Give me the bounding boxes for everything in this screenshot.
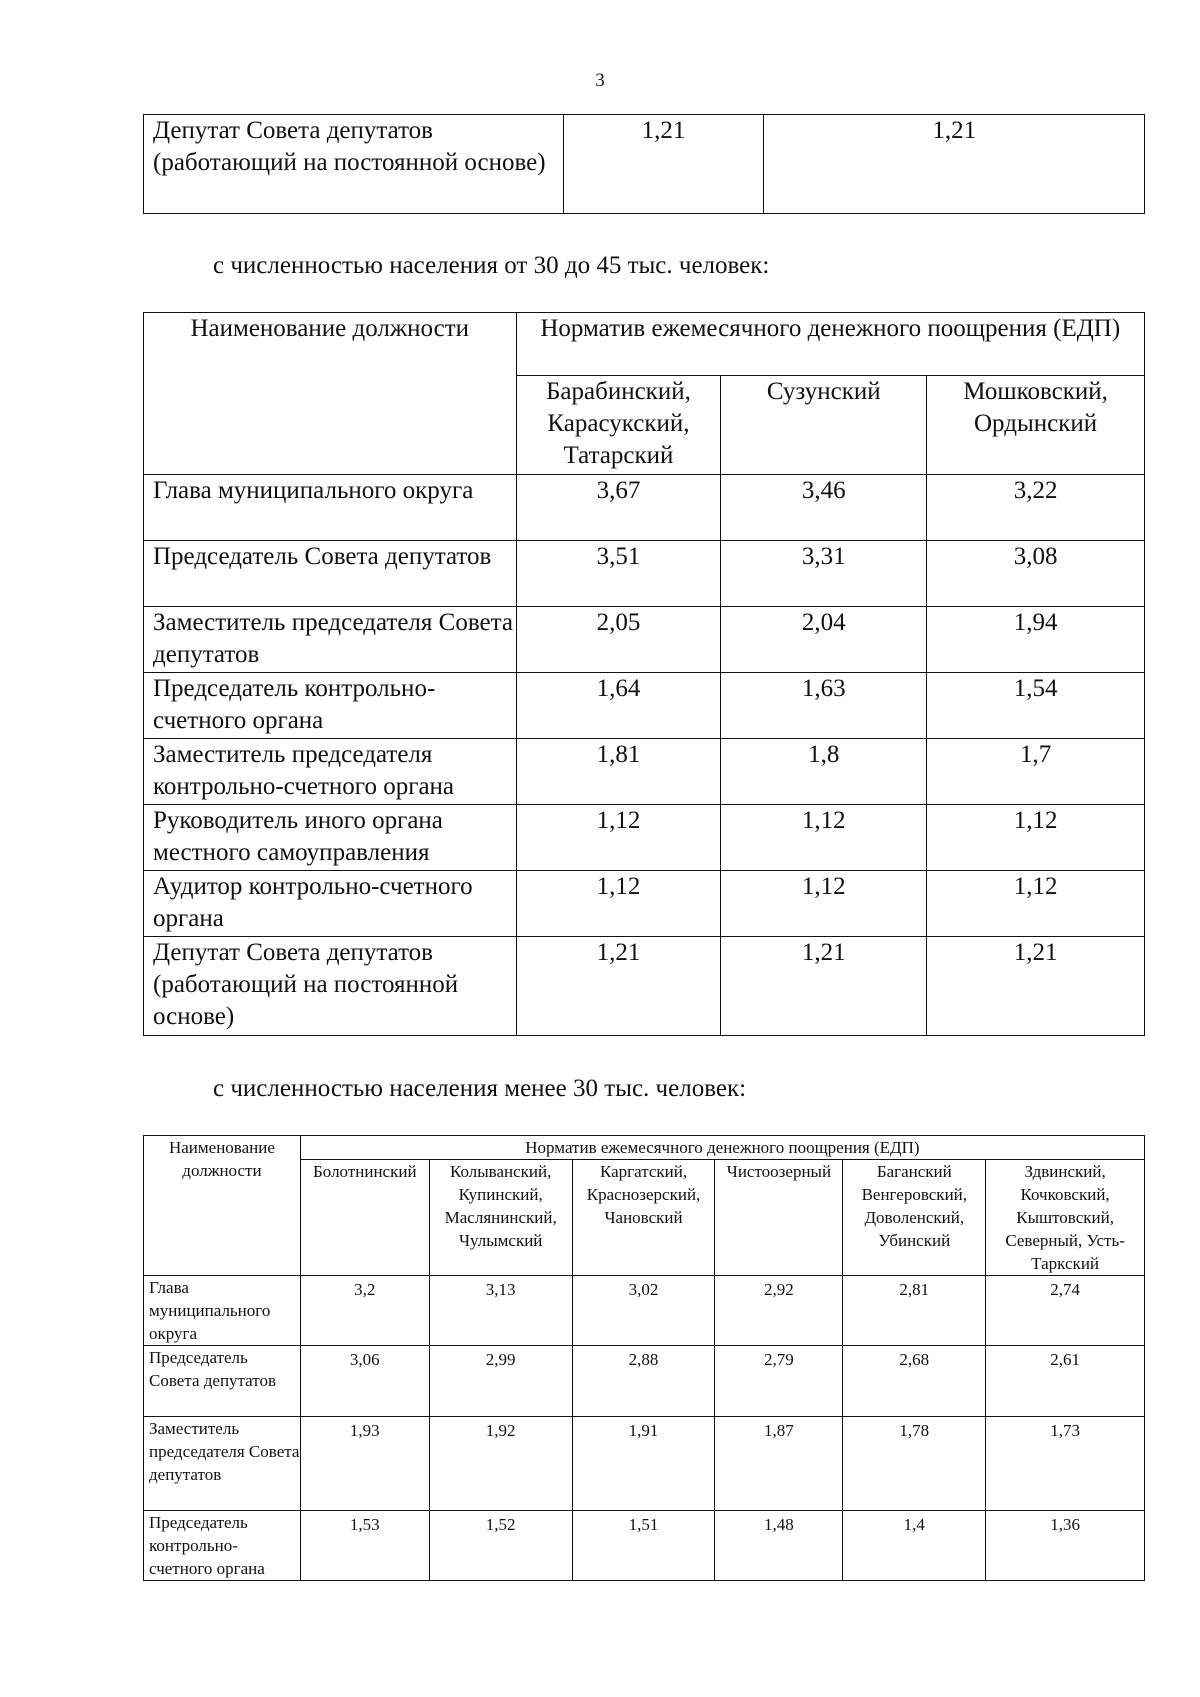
value-cell: 1,12 <box>516 871 721 937</box>
position-name: Председатель контрольно-счетного органа <box>144 673 517 739</box>
position-name: Заместитель председателя Совета депутатов <box>144 607 517 673</box>
position-name: Руководитель иного органа местного самоуправления <box>144 805 517 871</box>
value-cell: 1,48 <box>715 1511 843 1581</box>
column-header: Чистоозерный <box>715 1160 843 1276</box>
value-cell: 1,21 <box>927 937 1145 1036</box>
table-row <box>144 1346 1145 1417</box>
position-name: Депутат Совета депутатов (работающий на постоянной основе) <box>144 937 517 1036</box>
header-position-name: Наименование должности <box>144 313 517 475</box>
value-cell: 1,63 <box>721 673 927 739</box>
value-cell: 3,13 <box>429 1276 572 1346</box>
position-name: Глава муниципального округа <box>144 475 517 541</box>
value-cell: 1,73 <box>986 1417 1145 1511</box>
value-cell: 1,4 <box>843 1511 986 1581</box>
section1-table <box>143 312 1145 1036</box>
column-header: Мошковский, Ордынский <box>927 376 1145 475</box>
column-header: Колыванский, Купинский, Маслянинский, Чулымский <box>429 1160 572 1276</box>
table-row <box>144 1276 1145 1346</box>
position-name: Депутат Совета депутатов (работающий на постоянной основе) <box>144 115 564 214</box>
value-cell: 1,92 <box>429 1417 572 1511</box>
column-header: Болотнинский <box>300 1160 429 1276</box>
header-norm: Норматив ежемесячного денежного поощрения (ЕДП) <box>300 1136 1144 1160</box>
value-cell: 1,91 <box>572 1417 715 1511</box>
position-name: Председатель Совета депутатов <box>144 541 517 607</box>
value-cell: 1,53 <box>300 1511 429 1581</box>
header-row <box>144 1136 1145 1160</box>
value-cell: 3,08 <box>927 541 1145 607</box>
table-row <box>144 937 1145 1036</box>
column-header: Каргатский, Краснозерский, Чановский <box>572 1160 715 1276</box>
value-cell: 1,51 <box>572 1511 715 1581</box>
position-name: Заместитель председателя Совета депутатов <box>144 1417 301 1511</box>
value-cell: 2,79 <box>715 1346 843 1417</box>
column-header: Барабинский, Карасукский, Татарский <box>516 376 721 475</box>
value-cell: 3,02 <box>572 1276 715 1346</box>
value-cell: 2,74 <box>986 1276 1145 1346</box>
value-cell: 1,54 <box>927 673 1145 739</box>
table-row <box>144 1417 1145 1511</box>
section2-table <box>143 1135 1145 1581</box>
value-cell: 2,92 <box>715 1276 843 1346</box>
value-cell: 1,12 <box>721 805 927 871</box>
value-cell: 2,99 <box>429 1346 572 1417</box>
value-cell: 1,52 <box>429 1511 572 1581</box>
value-cell: 1,21 <box>516 937 721 1036</box>
table-row <box>144 115 1145 214</box>
value-cell: 3,46 <box>721 475 927 541</box>
position-name: Председатель контрольно-счетного органа <box>144 1511 301 1581</box>
value-cell: 1,12 <box>721 871 927 937</box>
value-cell: 1,78 <box>843 1417 986 1511</box>
value-cell: 3,51 <box>516 541 721 607</box>
position-name: Председатель Совета депутатов <box>144 1346 301 1417</box>
value-cell: 1,7 <box>927 739 1145 805</box>
table-row <box>144 475 1145 541</box>
header-position-name: Наименование должности <box>144 1136 301 1276</box>
table-row <box>144 607 1145 673</box>
position-name: Глава муниципального округа <box>144 1276 301 1346</box>
value-cell: 2,04 <box>721 607 927 673</box>
continuation-table <box>143 114 1145 214</box>
value-cell: 1,12 <box>927 805 1145 871</box>
value-cell: 3,67 <box>516 475 721 541</box>
value-cell: 1,12 <box>516 805 721 871</box>
value-cell: 1,21 <box>563 115 764 214</box>
header-row <box>144 313 1145 376</box>
value-cell: 3,22 <box>927 475 1145 541</box>
value-cell: 3,31 <box>721 541 927 607</box>
value-cell: 2,61 <box>986 1346 1145 1417</box>
value-cell: 2,05 <box>516 607 721 673</box>
value-cell: 1,12 <box>927 871 1145 937</box>
value-cell: 1,93 <box>300 1417 429 1511</box>
table-row <box>144 871 1145 937</box>
value-cell: 1,36 <box>986 1511 1145 1581</box>
table-row <box>144 541 1145 607</box>
table-row <box>144 673 1145 739</box>
value-cell: 1,87 <box>715 1417 843 1511</box>
page-number: 3 <box>595 70 605 91</box>
value-cell: 1,21 <box>764 115 1145 214</box>
table-row <box>144 739 1145 805</box>
value-cell: 1,8 <box>721 739 927 805</box>
position-name: Заместитель председателя контрольно-счетного органа <box>144 739 517 805</box>
section1-caption: с численностью населения от 30 до 45 тыс. человек: <box>213 252 770 279</box>
position-name: Аудитор контрольно-счетного органа <box>144 871 517 937</box>
value-cell: 1,81 <box>516 739 721 805</box>
header-norm: Норматив ежемесячного денежного поощрения (ЕДП) <box>516 313 1144 376</box>
value-cell: 1,64 <box>516 673 721 739</box>
table-row <box>144 805 1145 871</box>
value-cell: 1,21 <box>721 937 927 1036</box>
column-header: Баганский Венгеровский, Доволенский, Убинский <box>843 1160 986 1276</box>
value-cell: 2,88 <box>572 1346 715 1417</box>
value-cell: 1,94 <box>927 607 1145 673</box>
value-cell: 2,81 <box>843 1276 986 1346</box>
value-cell: 3,06 <box>300 1346 429 1417</box>
section2-caption: с численностью населения менее 30 тыс. человек: <box>213 1075 747 1102</box>
table-row <box>144 1511 1145 1581</box>
column-header: Здвинский, Кочковский, Кыштовский, Северный, Усть-Таркский <box>986 1160 1145 1276</box>
column-header: Сузунский <box>721 376 927 475</box>
value-cell: 2,68 <box>843 1346 986 1417</box>
value-cell: 3,2 <box>300 1276 429 1346</box>
